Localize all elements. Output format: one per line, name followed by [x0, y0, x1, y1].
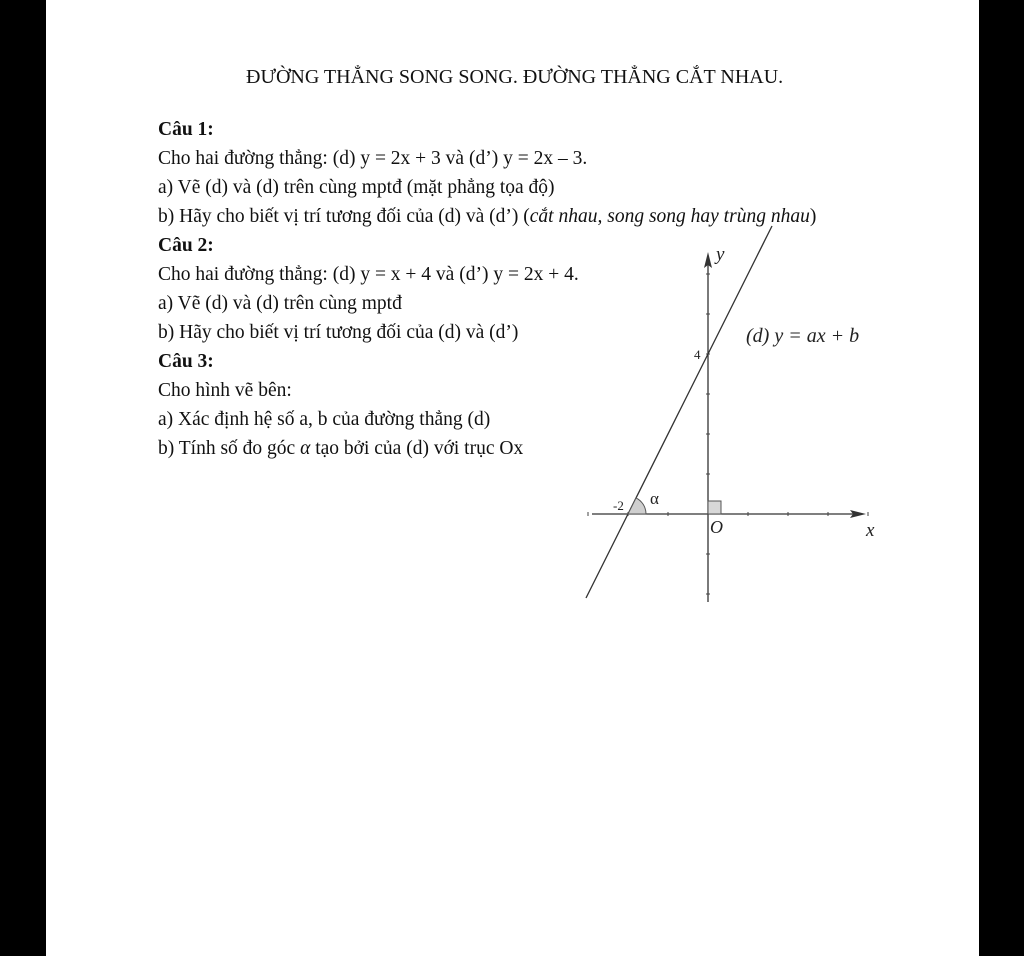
q3-line3-text: b) Tính số đo góc: [158, 438, 301, 459]
origin-label: O: [710, 517, 723, 537]
q3-line2: a) Xác định hệ số a, b của đường thẳng (d): [158, 409, 491, 430]
right-angle-marker: [708, 501, 721, 514]
q1-heading: Câu 1:: [158, 119, 214, 140]
angle-alpha-label: α: [650, 489, 659, 508]
q3-line1: Cho hình vẽ bên:: [158, 380, 292, 401]
q3-alpha-symbol: α: [300, 438, 311, 459]
coordinate-figure: [46, 0, 979, 956]
q3-line3-rest: tạo bởi của (d) với trục Ox: [310, 438, 524, 459]
q2-line2: a) Vẽ (d) và (d) trên cùng mptđ: [158, 293, 402, 314]
q1-line2: a) Vẽ (d) và (d) trên cùng mptđ (mặt phẳng tọa độ): [158, 177, 555, 198]
line-d: [586, 226, 772, 598]
q2-line3: b) Hãy cho biết vị trí tương đối của (d) và (d’): [158, 322, 519, 343]
x-axis-label: x: [866, 520, 875, 541]
y-intercept-label: 4: [694, 347, 701, 362]
q1-line3-italic: cắt nhau, song song hay trùng nhau: [529, 206, 810, 227]
q2-line1: Cho hai đường thẳng: (d) y = x + 4 và (d’) y = 2x + 4.: [158, 264, 579, 285]
x-intercept-label: -2: [613, 498, 624, 513]
q1-line3-text: b) Hãy cho biết vị trí tương đối của (d) và (d’) (: [158, 206, 530, 227]
q1-line1: Cho hai đường thẳng: (d) y = 2x + 3 và (d’) y = 2x – 3.: [158, 148, 588, 169]
page-title: ĐƯỜNG THẲNG SONG SONG. ĐƯỜNG THẲNG CẮT NHAU.: [246, 66, 784, 88]
q1-line3-close: ): [809, 206, 817, 227]
angle-alpha-wedge: [628, 498, 646, 514]
q2-heading: Câu 2:: [158, 235, 214, 256]
line-equation-label: (d) y = ax + b: [746, 325, 860, 347]
y-axis-label: y: [716, 244, 725, 265]
q3-heading: Câu 3:: [158, 351, 214, 372]
document-page: [46, 0, 979, 956]
